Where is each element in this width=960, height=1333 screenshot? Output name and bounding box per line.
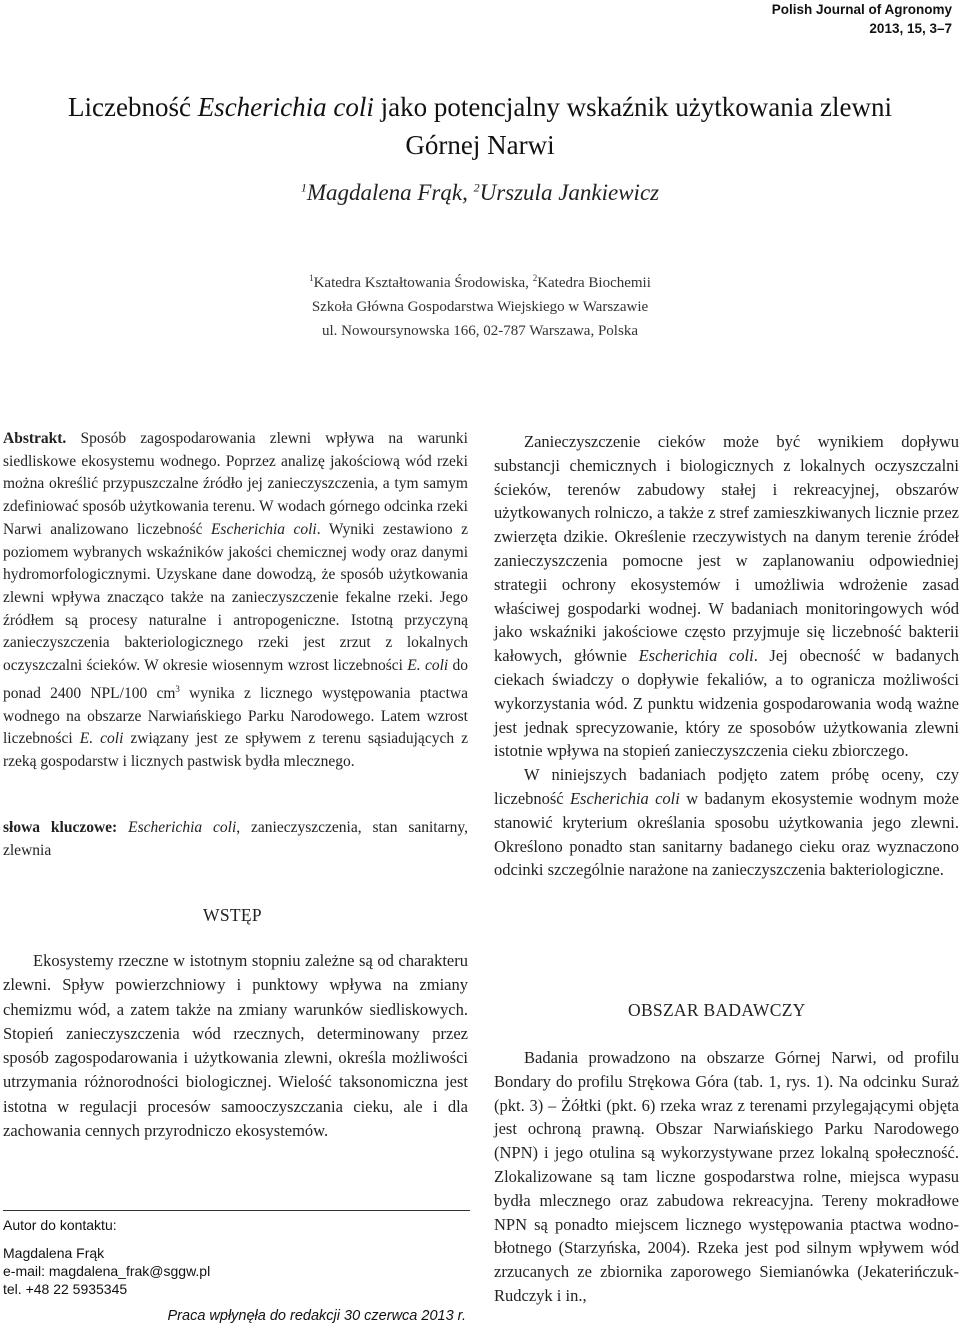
contact-name: Magdalena Frąk [3,1245,105,1261]
journal-name: Polish Journal of Agronomy [771,2,952,17]
affiliation: $^1$Katedra Kształtowania Środowiska, $^2$Katedra Biochemii Szkoła Główna Gospodarstwa Wiejskiego w Warszawie ul. Nowoursynowska 166, 02-787 Warszawa, Polska [0,266,960,343]
paper-title: Liczebność Escherichia coli jako potencjalny wskaźnik użytkowania zlewni Górnej Narwi [0,88,960,164]
author-2: Urszula Jankiewicz [479,180,660,205]
contact-heading: Autor do kontaktu: [3,1217,117,1233]
keywords-label: słowa kluczowe: [3,819,118,836]
journal-issue: 2013, 15, 3–7 [869,21,952,36]
footnote-divider [3,1210,470,1211]
authors: $^1$Magdalena Frąk, $^2$Urszula Jankiewicz [300,180,660,205]
abstract-label: Abstrakt. [3,430,67,447]
right-column-text [494,430,959,882]
section-heading-intro: WSTĘP [203,905,262,925]
section-heading-area: OBSZAR BADAWCZY [628,1000,806,1020]
affiliation-university: Szkoła Główna Gospodarstwa Wiejskiego w Warszawie [311,299,649,315]
abstract: Abstrakt. Sposób zagospodarowania zlewni wpływa na warunki siedliskowe ekosystemu wodnego. Poprzez analizę jakościową wód rzeki można określić przypuszczalne źródło jej zanieczyszczenia, a tym samym zdefiniować sposób użytkowania terenu. W wodach górnego odcinka rzeki Narwi analizowano liczebność Escherichia coli. Wyniki zestawiono z poziomem wybranych wskaźników jakości chemicznej wody oraz danymi hydromorfologicznymi. Uzyskane dane dowodzą, że sposób użytkowania zlewni wpływa znacząco także na zanieczyszczenie fekalne rzeki. Jego źródłem są procesy naturalne i antropogeniczne. Istotną przyczyną zanieczyszczenia bakteriologicznego rzeki jest zrzut z lokalnych oczyszczalni ścieków. W okresie wiosennym wzrost liczebności E. coli do ponad 2400 NPL/100 $cm^3$ wynika z licznego występowania ptactwa wodnego na obszarze Narwiańskiego Parku Narodowego. Latem wzrost liczebności E. coli związany jest ze spływem z terenu sąsiadujących z rzeką gospodarstw i licznych pastwisk bydła mlecznego. [3,430,469,770]
affiliation-address: ul. Nowoursynowska 166, 02-787 Warszawa, Polska [322,323,638,339]
title-line-2: Górnej Narwi [405,130,555,160]
contact-email: e-mail: magdalena_frak@sggw.pl [3,1263,211,1279]
intro-paragraph: Ekosystemy rzeczne w istotnym stopniu zależne są od charakteru zlewni. Spływ powierzchniowy i punktowy wpływa na zmiany chemizmu wód, a zatem także na zmiany warunków siedliskowych. Stopień zanieczyszczenia wód rzecznych, determinowany przez sposób zagospodarowania i użytkowania zlewni, określa możliwości utrzymania różnorodności biologicznej. Wielość taksonomiczna jest istotna w regulacji procesów samooczyszczania cieku, ale i dla zachowania cennych przyrodniczo ekosystemów. [3,951,468,1141]
received-date: Praca wpłynęła do redakcji 30 czerwca 2013 r. [167,1308,466,1324]
title-species: Escherichia coli [197,92,374,122]
contact-phone: tel. +48 22 5935345 [3,1281,128,1297]
keywords: słowa kluczowe: Escherichia coli, zanieczyszczenia, stan sanitarny, zlewnia [3,819,469,859]
paragraph-pollution: Zanieczyszczenie cieków może być wynikiem dopływu substancji chemicznych i biologicznych z lokalnych oczyszczalni ścieków, terenów zabudowy stałej i rekreacyjnej, obszarów użytkowanych rolniczo, a także z stref zamieszkiwanych licznie przez zwierzęta dzikie. Określenie rzeczywistych na danym terenie źródeł zanieczyszczenia pomocne jest w zaplanowaniu odpowiedniej strategii ochrony ekosystemów i umożliwia wdrożenie zasad właściwej gospodarki wodnej. W badaniach monitoringowych wód jako wskaźniki jakościowe często przyjmuje się liczebność bakterii kałowych, głównie Escherichia coli. Jej obecność w badanych ciekach świadczy o dopływie fekaliów, a to ogranicza możliwości wykorzystania wód. Z punktu widzenia gospodarowania wodą ważne jest jednak sprecyzowanie, który ze sposobów użytkowania zlewni istotnie wpływa na stopień zanieczyszczenia cieku zbiorczego. [494,432,959,761]
paragraph-aim: W niniejszych badaniach podjęto zatem próbę oceny, czy liczebność Escherichia coli w badanym ekosystemie wodnym może stanowić kryterium określania sposobu użytkowania jego zlewni. Określono ponadto stan sanitarny badanego cieku oraz wyznaczono odcinki szczególnie narażone na zanieczyszczenia bakteriologiczne. [494,765,959,880]
journal-header [772,0,952,38]
author-1: Magdalena Frąk, [306,180,474,205]
area-paragraph: Badania prowadzono na obszarze Górnej Narwi, od profilu Bondary do profilu Strękowa Góra (tab. 1, rys. 1). Na odcinku Suraż (pkt. 3) – Żółtki (pkt. 6) rzeka wraz z terenami przylegającymi objęta jest ochroną prawną. Obszar Narwiańskiego Parku Narodowego (NPN) i jego otulina są wykorzystywane przez lokalną społeczność. Zlokalizowane są tam liczne gospodarstwa rolne, miejsca wypasu bydła mlecznego oraz zabudowa rekreacyjna. Tereny mokradłowe NPN są ponadto miejscem licznego występowania ptactwa wodno-błotnego (Starzyńska, 2004). Rzeka jest pod silnym wpływem wód zrzucanych ze zbiornika zaporowego Siemianówka (Jekaterińczuk-Rudczyk i in., [494,1048,959,1305]
contact-info [3,1216,210,1298]
